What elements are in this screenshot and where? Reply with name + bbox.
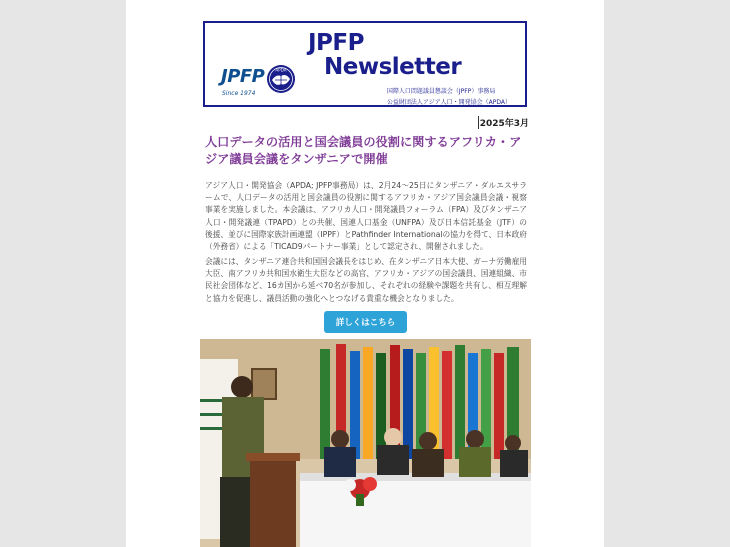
issue-date: 2025年3月: [478, 116, 529, 129]
article-paragraph-2: 会議には、タンザニア連合共和国国会議長をはじめ、在タンザニア日本大使、ガーナ労働雇用大臣、南アフリカ共和国水衛生大臣などの高官、アフリカ・アジアの国会議員、国連組織、市民社会団体など、16カ国から延べ70名が参加し、それぞれの経験や課題を共有し、相互理解と協力を促進し、議員活動の強化へとつなげる貴重な機会となりました。: [205, 257, 527, 303]
publisher-line-apda: 公益財団法人アジア人口・開発協会（APDA）: [386, 99, 511, 106]
svg-text:APDA: APDA: [275, 67, 287, 73]
read-more-button[interactable]: 詳しくはこちら: [324, 311, 407, 333]
newsletter-title-line2: Newsletter: [324, 54, 462, 80]
publisher-line-jpfp: 国際人口問題議員懇談会（JPFP）事務局: [386, 88, 496, 95]
newsletter-email: [126, 0, 604, 547]
newsletter-title-line1: JPFP: [308, 30, 364, 56]
publisher-info: [387, 86, 511, 108]
article-paragraph-1: アジア人口・開発協会（APDA; JPFP事務局）は、2月24～25日にタンザニア・ダルエスサラームで、人口データの活用と国会議員の役割に関するアフリカ・アジア国会議員会議・視察事業を実施しました。本会議は、アフリカ人口・開発議員フォーラム（FPA）及びタンザニア人口・開発議連（TPAPD）との共催、国連人口基金（UNFPA）及び日本信託基金（JTF）の後援、並びに国際家族計画連盟（IPPF）とPathfinder Internationalの協力を得て、日本政府（外務省）による「TICAD9パートナー事業」として認定され、開催されました。: [205, 181, 527, 252]
article-title: 人口データの活用と国会議員の役割に関するアフリカ・アジア議員会議をタンザニアで開催: [205, 135, 522, 166]
newsletter-title: [308, 31, 461, 79]
conference-photo: [200, 339, 531, 547]
jpfp-since-label: Since 1974: [222, 90, 256, 97]
apda-globe-icon: [266, 64, 296, 94]
newsletter-masthead: [203, 21, 527, 107]
jpfp-logo: JPFP: [221, 66, 265, 87]
